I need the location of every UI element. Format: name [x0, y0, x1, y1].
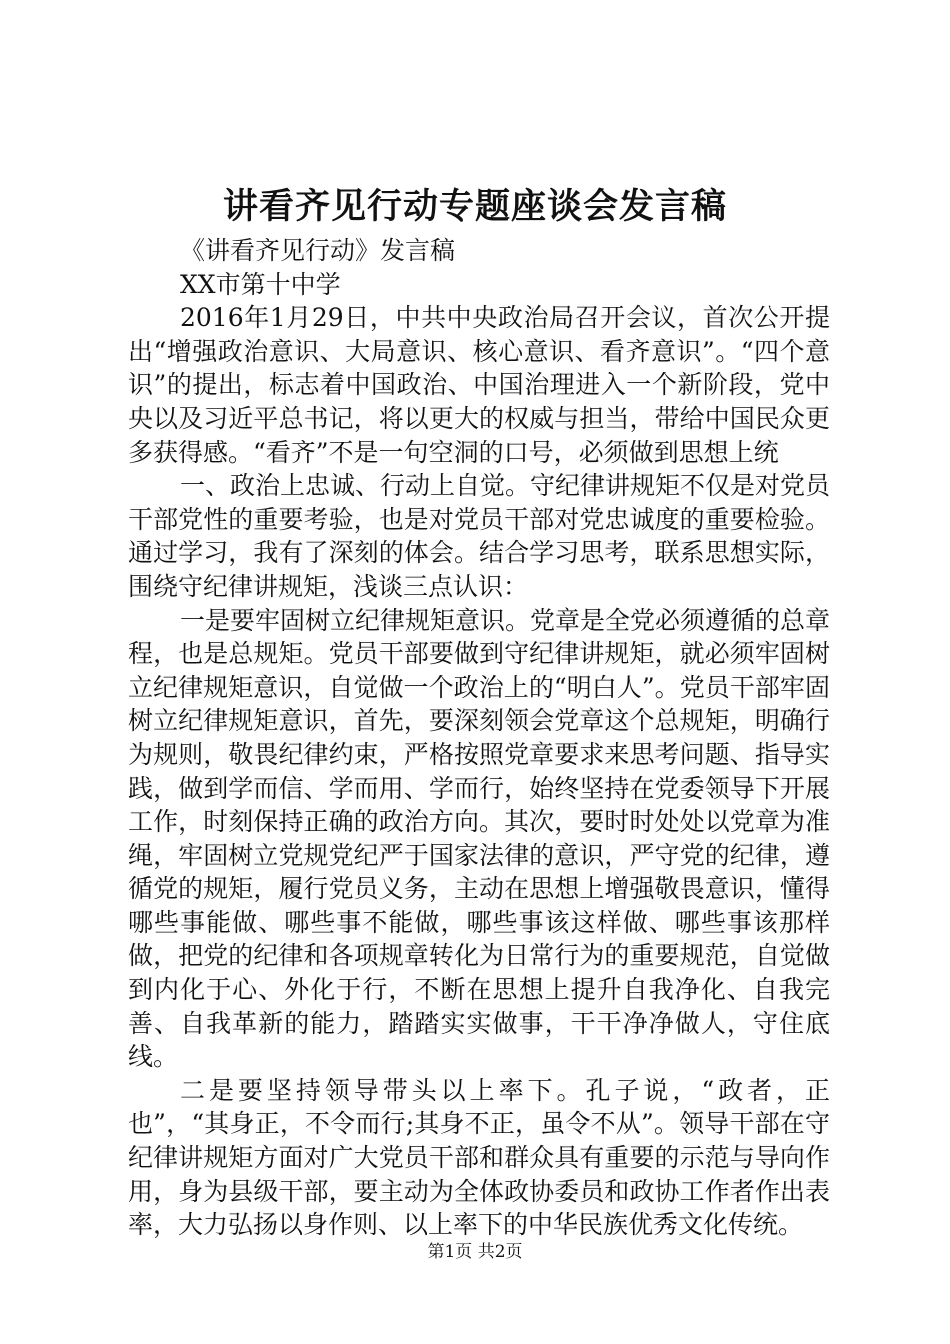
paragraph-intro: 2016年1月29日，中共中央政治局召开会议，首次公开提出“增强政治意识、大局意识、核心意识、看齐意识”。“四个意识”的提出，标志着中国政治、中国治理进入一个新阶段，党中央以及习近平总书记，将以更大的权威与担当，带给中国民众更多获得感。“看齐”不是一句空洞的口号，必须做到思想上统: [128, 303, 830, 467]
paragraph-subtitle: 《讲看齐见行动》发言稿: [180, 236, 456, 265]
paragraph-section-one: 一、政治上忠诚、行动上自觉。守纪律讲规矩不仅是对党员干部党性的重要考验，也是对党员干部对党忠诚度的重要检验。通过学习，我有了深刻的体会。结合学习思考，联系思想实际，围绕守纪律讲规矩，浅谈三点认识：: [128, 471, 831, 601]
page-number-label: 第1页 共2页: [427, 1242, 523, 1262]
paragraph-point-two: 二是要坚持领导带头以上率下。孔子说，“政者，正也”，“其身正，不令而行;其身不正，虽令不从”。领导干部在守纪律讲规矩方面对广大党员干部和群众具有重要的示范与导向作用，身为县级干部，要主动为全体政协委员和政协工作者作出表率，大力弘扬以身作则、以上率下的中华民族优秀文化传统。: [128, 1075, 830, 1240]
document-title: 讲看齐见行动专题座谈会发言稿: [222, 186, 727, 227]
paragraph-point-one: 一是要牢固树立纪律规矩意识。党章是全党必须遵循的总章程，也是总规矩。党员干部要做到守纪律讲规矩，就必须牢固树立纪律规矩意识，自觉做一个政治上的“明白人”。党员干部牢固树立纪律规矩意识，首先，要深刻领会党章这个总规矩，明确行为规则，敬畏纪律约束，严格按照党章要求来思考问题、指导实践，做到学而信、学而用、学而行，始终坚持在党委领导下开展工作，时刻保持正确的政治方向。其次，要时时处处以党章为准绳，牢固树立党规党纪严于国家法律的意识，严守党的纪律，遵循党的规矩，履行党员义务，主动在思想上增强敬畏意识，懂得哪些事能做、哪些事不能做，哪些事该这样做、哪些事该那样做，把党的纪律和各项规章转化为日常行为的重要规范，自觉做到内化于心、外化于行，不断在思想上提升自我净化、自我完善、自我革新的能力，踏踏实实做事，干干净净做人，守住底线。: [128, 605, 831, 1072]
page-footer: [0, 1240, 950, 1264]
paragraph-school: XX市第十中学: [180, 269, 341, 299]
document-body: [128, 234, 830, 1242]
